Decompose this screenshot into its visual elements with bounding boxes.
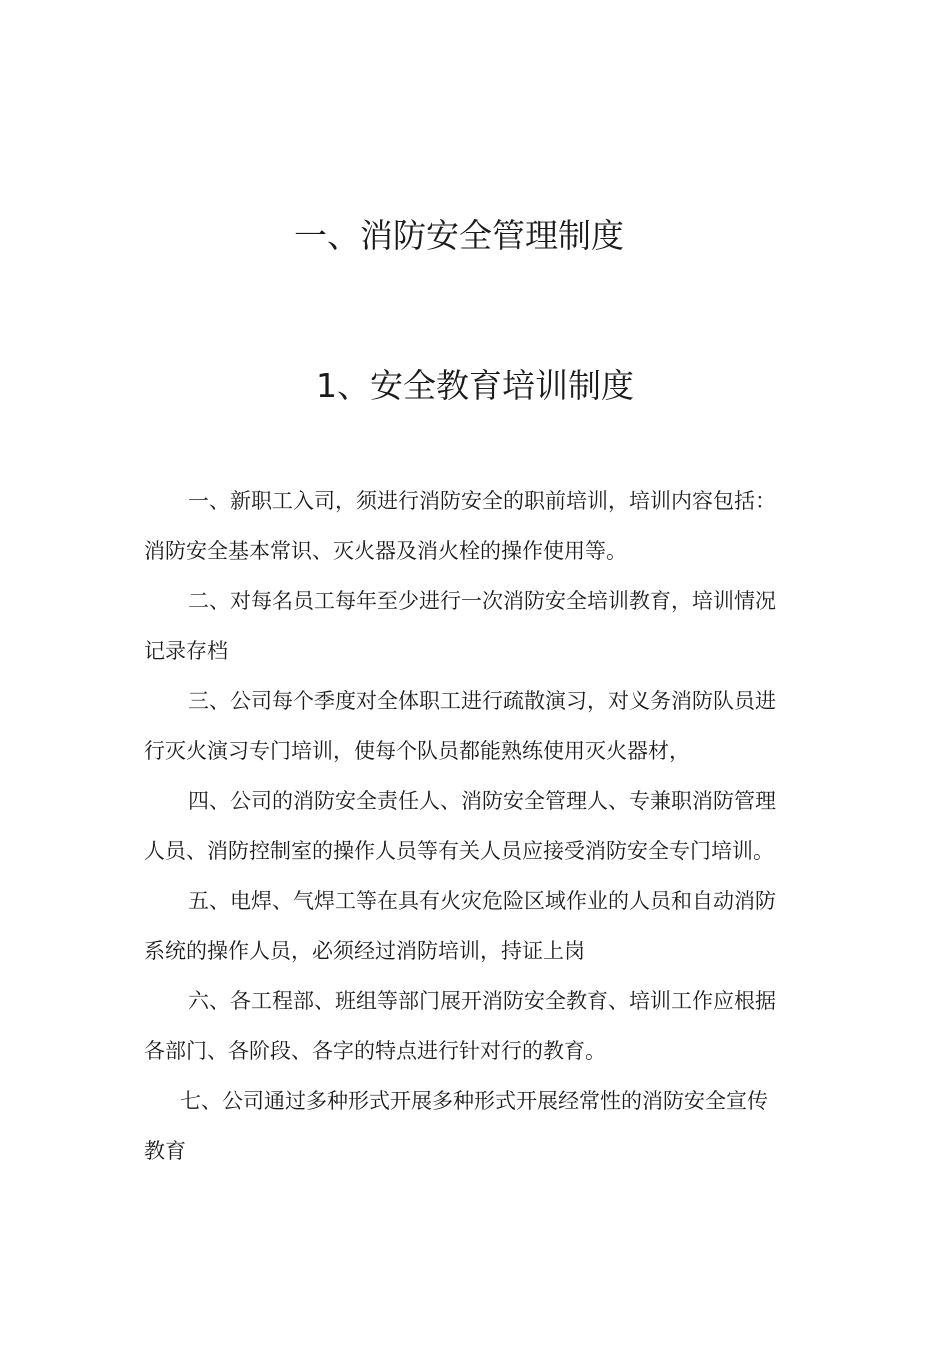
paragraph-6: 六、各工程部、班组等部门展开消防安全教育、培训工作应根据各部门、各阶段、各字的特点进行针对行的教育。 <box>144 989 776 1063</box>
paragraph-4: 四、公司的消防安全责任人、消防安全管理人、专兼职消防管理人员、消防控制室的操作人员等有关人员应接受消防安全专门培训。 <box>144 789 776 863</box>
paragraph-7: 七、公司通过多种形式开展多种形式开展经常性的消防安全宣传教育 <box>144 1089 768 1163</box>
document-body <box>144 476 784 1176</box>
paragraph-5: 五、电焊、气焊工等在具有火灾危险区域作业的人员和自动消防系统的操作人员，必须经过消防培训，持证上岗 <box>144 889 776 963</box>
section-title: 1、安全教育培训制度 <box>316 366 634 405</box>
paragraph-1: 一、新职工入司，须进行消防安全的职前培训，培训内容包括：消防安全基本常识、灭火器及消火栓的操作使用等。 <box>144 489 776 563</box>
paragraph-3: 三、公司每个季度对全体职工进行疏散演习，对义务消防队员进行灭火演习专门培训，使每个队员都能熟练使用灭火器材， <box>144 689 776 763</box>
paragraph-2: 二、对每名员工每年至少进行一次消防安全培训教育，培训情况记录存档 <box>144 589 776 663</box>
page-title: 一、消防安全管理制度 <box>294 216 624 255</box>
